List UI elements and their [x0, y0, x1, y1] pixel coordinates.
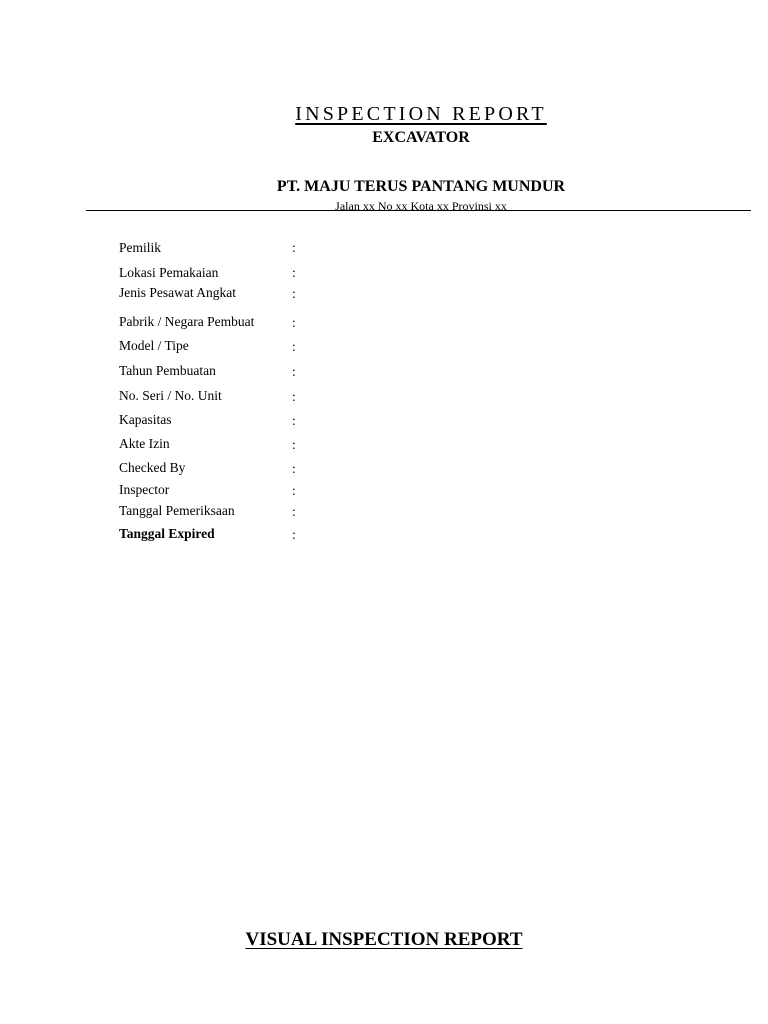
field-colon: : [292, 339, 296, 354]
field-label: Inspector [119, 482, 170, 497]
field-label: Tanggal Pemeriksaan [119, 503, 235, 518]
field-colon: : [292, 315, 296, 330]
field-label: Lokasi Pemakaian [119, 265, 219, 280]
header-divider [86, 210, 751, 211]
field-label: Pemilik [119, 240, 162, 255]
field-label: Model / Tipe [119, 338, 189, 353]
field-label: Akte Izin [119, 436, 170, 451]
field-label: Tanggal Expired [119, 526, 215, 541]
field-colon: : [292, 413, 296, 428]
company-name: PT. MAJU TERUS PANTANG MUNDUR [276, 178, 566, 195]
field-label: Pabrik / Negara Pembuat [119, 314, 255, 329]
field-colon: : [292, 265, 296, 280]
field-colon: : [292, 389, 296, 404]
field-label: Checked By [119, 460, 186, 475]
field-colon: : [292, 437, 296, 452]
field-colon: : [292, 461, 296, 476]
field-colon: : [292, 504, 296, 519]
field-colon: : [292, 364, 296, 379]
field-label: Jenis Pesawat Angkat [119, 285, 236, 300]
visual-inspection-title: VISUAL INSPECTION REPORT [245, 929, 523, 950]
field-colon: : [292, 527, 296, 542]
field-colon: : [292, 240, 296, 255]
equipment-type: EXCAVATOR [372, 129, 470, 146]
field-colon: : [292, 286, 296, 301]
field-label: No. Seri / No. Unit [119, 388, 222, 403]
field-label: Tahun Pembuatan [119, 363, 216, 378]
field-colon: : [292, 483, 296, 498]
company-address: Jalan xx No xx Kota xx Provinsi xx [335, 199, 507, 211]
report-title: INSPECTION REPORT [295, 103, 547, 125]
field-label: Kapasitas [119, 412, 172, 427]
